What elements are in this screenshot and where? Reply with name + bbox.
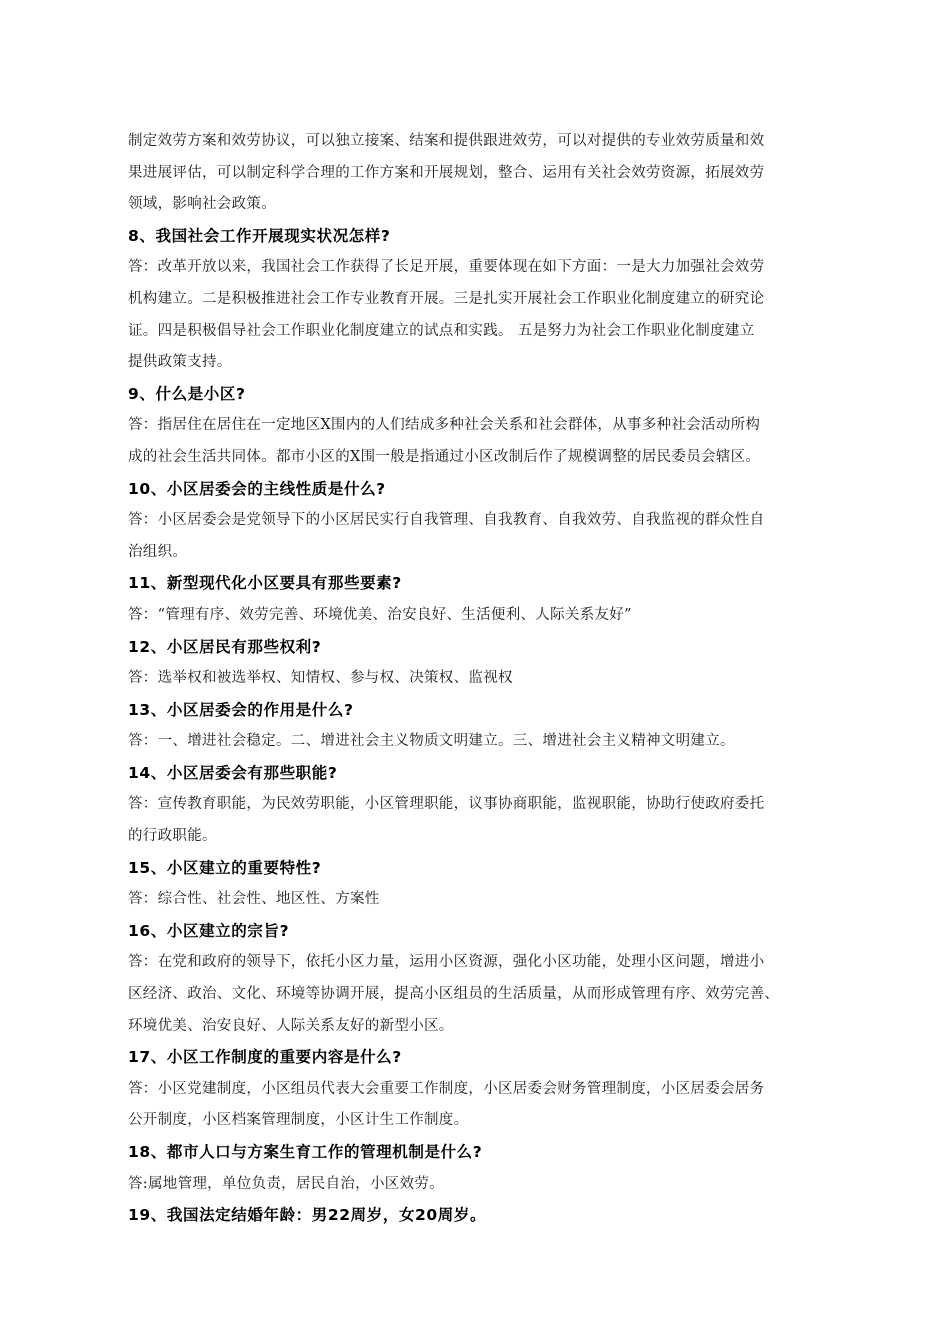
- question-heading: 13、小区居委会的作用是什么?: [128, 700, 354, 719]
- question-heading: 16、小区建立的宗旨?: [128, 921, 290, 940]
- question-heading: 10、小区居委会的主线性质是什么?: [128, 479, 386, 498]
- answer-line: 答：选举权和被选举权、知情权、参与权、决策权、监视权: [128, 670, 513, 687]
- answer-line: 成的社会生活共同体。都市小区的X围一般是指通过小区改制后作了规模调整的居民委员会辖区。: [128, 448, 761, 465]
- answer-line: 答:属地管理，单位负责，居民自治，小区效劳。: [128, 1175, 444, 1192]
- answer-line: 环境优美、治安良好、人际关系友好的新型小区。: [128, 1017, 454, 1034]
- question-heading: 8、我国社会工作开展现实状况怎样?: [128, 226, 391, 245]
- answer-line: 答：小区党建制度，小区组员代表大会重要工作制度，小区居委会财务管理制度，小区居委会居务: [128, 1080, 765, 1097]
- answer-line: 领域，影响社会政策。: [128, 196, 276, 213]
- answer-line: 区经济、政治、文化、环境等协调开展，提高小区组员的生活质量，从而形成管理有序、效劳完善、: [128, 986, 780, 1003]
- answer-line: 提供政策支持。: [128, 354, 232, 371]
- answer-line: 答：小区居委会是党领导下的小区居民实行自我管理、自我教育、自我效劳、自我监视的群众性自: [128, 512, 765, 529]
- answer-line: 制定效劳方案和效劳协议，可以独立接案、结案和提供跟进效劳，可以对提供的专业效劳质量和效: [128, 133, 765, 149]
- document-body: [128, 126, 854, 1232]
- question-heading: 15、小区建立的重要特性?: [128, 858, 322, 877]
- answer-line: 答：“管理有序、效劳完善、环境优美、治安良好、生活便利、人际关系友好”: [128, 606, 632, 623]
- question-heading: 14、小区居委会有那些职能?: [128, 763, 338, 782]
- answer-line: 证。四是积极倡导社会工作职业化制度建立的试点和实践。 五是努力为社会工作职业化制度建立: [128, 322, 755, 339]
- answer-line: 公开制度，小区档案管理制度，小区计生工作制度。: [128, 1112, 469, 1129]
- question-heading: 19、我国法定结婚年龄：男22周岁，女20周岁。: [128, 1206, 487, 1225]
- answer-line: 答：宣传教育职能，为民效劳职能，小区管理职能，议事协商职能，监视职能，协助行使政府委托: [128, 796, 765, 813]
- answer-line: 答：综合性、社会性、地区性、方案性: [128, 891, 380, 908]
- answer-line: 机构建立。二是积极推进社会工作专业教育开展。三是扎实开展社会工作职业化制度建立的研究论: [128, 290, 765, 307]
- question-heading: 18、都市人口与方案生育工作的管理机制是什么?: [128, 1143, 483, 1161]
- answer-line: 答：改革开放以来，我国社会工作获得了长足开展，重要体现在如下方面：一是大力加强社会效劳: [128, 259, 765, 276]
- question-heading: 9、什么是小区?: [128, 384, 246, 403]
- question-heading: 12、小区居民有那些权利?: [128, 637, 322, 656]
- question-heading: 17、小区工作制度的重要内容是什么?: [128, 1048, 402, 1067]
- answer-line: 答：指居住在居住在一定地区X围内的人们结成多种社会关系和社会群体，从事多种社会活动所构: [128, 417, 761, 434]
- answer-line: 果进展评估，可以制定科学合理的工作方案和开展规划，整合、运用有关社会效劳资源，拓展效劳: [128, 164, 765, 181]
- answer-line: 的行政职能。: [128, 828, 217, 845]
- answer-line: 治组织。: [128, 543, 188, 560]
- question-heading: 11、新型现代化小区要具有那些要素?: [128, 574, 402, 593]
- answer-line: 答：一、增进社会稳定。二、增进社会主义物质文明建立。三、增进社会主义精神文明建立。: [128, 733, 735, 750]
- answer-line: 答：在党和政府的领导下，依托小区力量，运用小区资源，强化小区功能，处理小区问题，增进小: [128, 954, 765, 971]
